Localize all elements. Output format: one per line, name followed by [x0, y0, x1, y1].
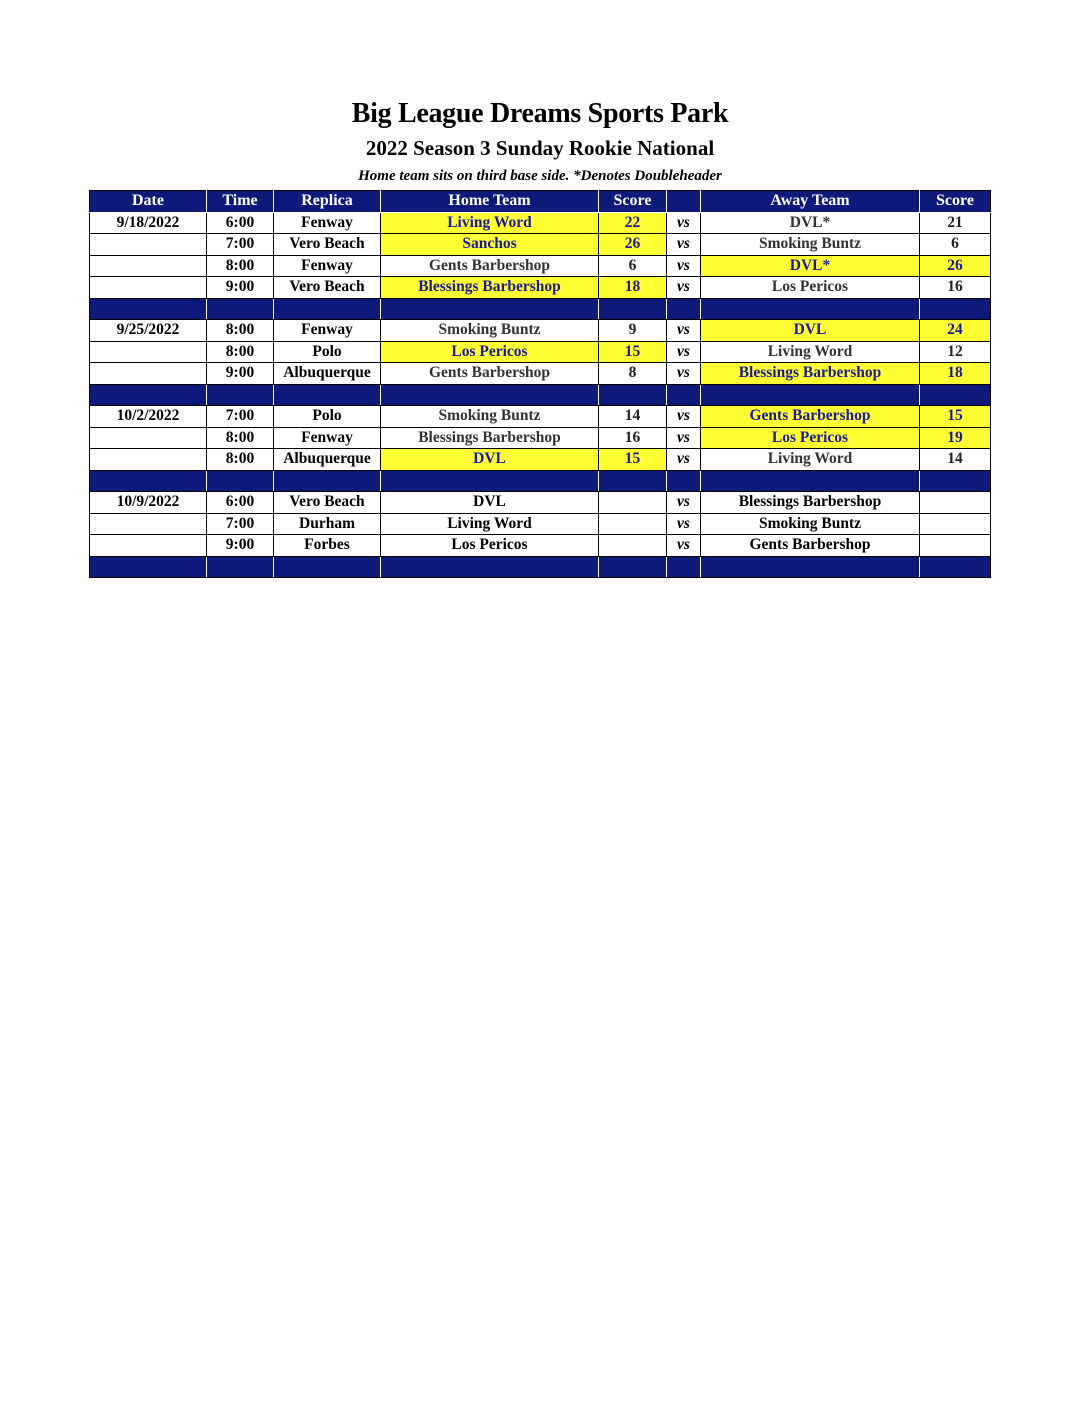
home-team: Blessings Barbershop — [381, 427, 599, 449]
game-replica: Polo — [274, 341, 381, 363]
vs-label: vs — [667, 427, 701, 449]
table-row — [90, 492, 991, 514]
separator-cell — [701, 556, 920, 578]
column-header-date: Date — [90, 191, 207, 213]
separator-cell — [599, 556, 667, 578]
separator-cell — [920, 470, 991, 492]
game-replica: Vero Beach — [274, 277, 381, 299]
game-time: 9:00 — [207, 535, 274, 557]
away-team: Blessings Barbershop — [701, 492, 920, 514]
home-team: Blessings Barbershop — [381, 277, 599, 299]
column-header-time: Time — [207, 191, 274, 213]
game-date: 9/18/2022 — [90, 212, 207, 234]
game-replica: Polo — [274, 406, 381, 428]
vs-label: vs — [667, 513, 701, 535]
game-time: 8:00 — [207, 449, 274, 471]
game-date — [90, 513, 207, 535]
away-team: Gents Barbershop — [701, 406, 920, 428]
home-score: 22 — [599, 212, 667, 234]
away-team: DVL* — [701, 255, 920, 277]
game-date — [90, 341, 207, 363]
separator-cell — [667, 384, 701, 406]
column-header-replica: Replica — [274, 191, 381, 213]
home-score — [599, 513, 667, 535]
separator-cell — [920, 298, 991, 320]
game-replica: Fenway — [274, 212, 381, 234]
separator-cell — [667, 470, 701, 492]
game-time: 8:00 — [207, 341, 274, 363]
game-date — [90, 255, 207, 277]
game-time: 8:00 — [207, 320, 274, 342]
game-replica: Fenway — [274, 427, 381, 449]
separator-cell — [274, 470, 381, 492]
game-time: 7:00 — [207, 406, 274, 428]
home-score: 16 — [599, 427, 667, 449]
home-score: 18 — [599, 277, 667, 299]
home-score: 6 — [599, 255, 667, 277]
away-score: 12 — [920, 341, 991, 363]
home-team: Los Pericos — [381, 341, 599, 363]
away-score: 19 — [920, 427, 991, 449]
separator-cell — [701, 298, 920, 320]
separator-cell — [599, 298, 667, 320]
column-header-away-team: Away Team — [701, 191, 920, 213]
game-time: 9:00 — [207, 363, 274, 385]
vs-label: vs — [667, 449, 701, 471]
away-score — [920, 513, 991, 535]
game-replica: Forbes — [274, 535, 381, 557]
separator-cell — [207, 470, 274, 492]
game-date — [90, 234, 207, 256]
column-header-home-score: Score — [599, 191, 667, 213]
separator-cell — [274, 298, 381, 320]
column-header-away-score: Score — [920, 191, 991, 213]
week-separator-row — [90, 298, 991, 320]
page-title: Big League Dreams Sports Park — [351, 98, 729, 129]
away-score: 24 — [920, 320, 991, 342]
home-score: 8 — [599, 363, 667, 385]
separator-cell — [701, 470, 920, 492]
table-row — [90, 341, 991, 363]
table-header-row — [90, 191, 991, 213]
game-replica: Fenway — [274, 255, 381, 277]
table-row — [90, 234, 991, 256]
vs-label: vs — [667, 341, 701, 363]
away-score — [920, 535, 991, 557]
home-team: Living Word — [381, 513, 599, 535]
separator-cell — [90, 298, 207, 320]
home-score: 9 — [599, 320, 667, 342]
away-team: Living Word — [701, 449, 920, 471]
home-team: Gents Barbershop — [381, 363, 599, 385]
table-row — [90, 406, 991, 428]
separator-cell — [207, 298, 274, 320]
game-replica: Albuquerque — [274, 363, 381, 385]
week-separator-row — [90, 556, 991, 578]
home-score: 15 — [599, 341, 667, 363]
vs-label: vs — [667, 277, 701, 299]
away-team: Smoking Buntz — [701, 513, 920, 535]
schedule-note: Home team sits on third base side. *Denotes Doubleheader — [358, 168, 722, 184]
game-replica: Albuquerque — [274, 449, 381, 471]
game-date — [90, 427, 207, 449]
separator-cell — [207, 556, 274, 578]
table-row — [90, 320, 991, 342]
separator-cell — [701, 384, 920, 406]
game-replica: Vero Beach — [274, 492, 381, 514]
away-score: 18 — [920, 363, 991, 385]
table-row — [90, 363, 991, 385]
vs-label: vs — [667, 255, 701, 277]
game-date — [90, 535, 207, 557]
table-row — [90, 449, 991, 471]
game-replica: Fenway — [274, 320, 381, 342]
vs-label: vs — [667, 406, 701, 428]
away-team: DVL* — [701, 212, 920, 234]
home-score — [599, 535, 667, 557]
table-row — [90, 277, 991, 299]
vs-label: vs — [667, 320, 701, 342]
game-date: 10/9/2022 — [90, 492, 207, 514]
game-time: 9:00 — [207, 277, 274, 299]
game-date — [90, 449, 207, 471]
week-separator-row — [90, 470, 991, 492]
vs-label: vs — [667, 363, 701, 385]
home-team: Gents Barbershop — [381, 255, 599, 277]
home-team: Los Pericos — [381, 535, 599, 557]
home-score: 26 — [599, 234, 667, 256]
away-score: 16 — [920, 277, 991, 299]
separator-cell — [381, 470, 599, 492]
vs-label: vs — [667, 212, 701, 234]
away-score: 14 — [920, 449, 991, 471]
game-time: 7:00 — [207, 234, 274, 256]
away-score: 21 — [920, 212, 991, 234]
vs-label: vs — [667, 234, 701, 256]
schedule-body — [90, 212, 991, 578]
home-team: Smoking Buntz — [381, 406, 599, 428]
away-team: Gents Barbershop — [701, 535, 920, 557]
home-score — [599, 492, 667, 514]
home-team: Sanchos — [381, 234, 599, 256]
schedule-table — [89, 190, 991, 578]
table-row — [90, 535, 991, 557]
separator-cell — [920, 556, 991, 578]
page-subtitle: 2022 Season 3 Sunday Rookie National — [365, 136, 715, 160]
game-time: 6:00 — [207, 492, 274, 514]
table-row — [90, 427, 991, 449]
table-row — [90, 513, 991, 535]
separator-cell — [90, 384, 207, 406]
separator-cell — [274, 556, 381, 578]
home-team: Living Word — [381, 212, 599, 234]
separator-cell — [667, 556, 701, 578]
away-score: 15 — [920, 406, 991, 428]
away-score: 26 — [920, 255, 991, 277]
game-date: 9/25/2022 — [90, 320, 207, 342]
separator-cell — [274, 384, 381, 406]
away-team: Blessings Barbershop — [701, 363, 920, 385]
away-score — [920, 492, 991, 514]
vs-label: vs — [667, 535, 701, 557]
game-time: 8:00 — [207, 255, 274, 277]
column-header-home-team: Home Team — [381, 191, 599, 213]
separator-cell — [381, 384, 599, 406]
home-team: DVL — [381, 449, 599, 471]
away-team: Smoking Buntz — [701, 234, 920, 256]
game-replica: Durham — [274, 513, 381, 535]
game-time: 8:00 — [207, 427, 274, 449]
column-header-vs — [667, 191, 701, 213]
separator-cell — [90, 470, 207, 492]
separator-cell — [599, 384, 667, 406]
game-date — [90, 363, 207, 385]
away-score: 6 — [920, 234, 991, 256]
separator-cell — [667, 298, 701, 320]
separator-cell — [381, 298, 599, 320]
game-replica: Vero Beach — [274, 234, 381, 256]
home-team: DVL — [381, 492, 599, 514]
away-team: Los Pericos — [701, 427, 920, 449]
separator-cell — [381, 556, 599, 578]
home-team: Smoking Buntz — [381, 320, 599, 342]
separator-cell — [90, 556, 207, 578]
game-time: 7:00 — [207, 513, 274, 535]
vs-label: vs — [667, 492, 701, 514]
home-score: 15 — [599, 449, 667, 471]
game-date: 10/2/2022 — [90, 406, 207, 428]
away-team: DVL — [701, 320, 920, 342]
separator-cell — [599, 470, 667, 492]
away-team: Los Pericos — [701, 277, 920, 299]
table-row — [90, 212, 991, 234]
separator-cell — [920, 384, 991, 406]
game-time: 6:00 — [207, 212, 274, 234]
home-score: 14 — [599, 406, 667, 428]
away-team: Living Word — [701, 341, 920, 363]
game-date — [90, 277, 207, 299]
week-separator-row — [90, 384, 991, 406]
separator-cell — [207, 384, 274, 406]
table-row — [90, 255, 991, 277]
